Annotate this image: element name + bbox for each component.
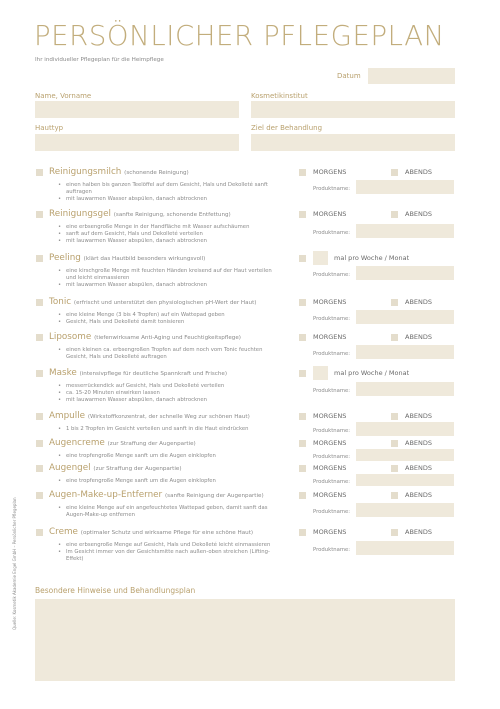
abends-checkbox[interactable] <box>391 211 398 218</box>
item-bullets <box>58 347 283 361</box>
abends-label: ABENDS <box>405 210 433 218</box>
morgens-label: MORGENS <box>313 333 347 341</box>
page-title: PERSÖNLICHER PFLEGEPLAN <box>34 20 445 52</box>
bullet: • eine erbsengroße Menge auf Gesicht, Hals und Dekolleté leicht einmassieren <box>58 542 283 549</box>
bullet: • eine tropfengroße Menge sanft um die Augen einklopfen <box>58 453 283 460</box>
item-title: Reinigungsmilch (schonende Reinigung) <box>49 167 189 177</box>
frequency-field[interactable] <box>313 366 328 380</box>
produktname-label: Produktname: <box>313 230 351 236</box>
item-desc: (tiefenwirksame Anti-Aging und Feuchtigkeitspflege) <box>94 335 241 341</box>
bullet: • messerrückendick auf Gesicht, Hals und Dekolleté verteilen <box>58 383 283 390</box>
morgens-checkbox[interactable] <box>299 413 306 420</box>
produktname-field[interactable] <box>356 382 454 396</box>
item-bullets <box>58 542 283 563</box>
item-checkbox[interactable] <box>36 413 43 420</box>
produktname-label: Produktname: <box>313 186 351 192</box>
item-checkbox[interactable] <box>36 334 43 341</box>
bullet: • einen kleinen ca. erbsengroßen Tropfen auf dem noch vom Tonic feuchten Gesicht, Hals und Dekolleté auftragen <box>58 347 283 361</box>
bullet: • ca. 15-20 Minuten einwirken lassen <box>58 390 283 397</box>
bullet: • mit lauwarmen Wasser abspülen, danach abtrocknen <box>58 238 283 245</box>
item-title: Ampulle (Wirkstoffkonzentrat, der schnelle Weg zur schönen Haut) <box>49 411 250 421</box>
item-checkbox[interactable] <box>36 255 43 262</box>
item-bullets <box>58 505 283 519</box>
item-checkbox[interactable] <box>36 492 43 499</box>
morgens-label: MORGENS <box>313 439 347 447</box>
item-desc: (schonende Reinigung) <box>124 170 189 176</box>
morgens-label: MORGENS <box>313 491 347 499</box>
produktname-label: Produktname: <box>313 272 351 278</box>
bullet: • einen halben bis ganzen Teelöffel auf dem Gesicht, Hals und Dekolleté sanft auftragen <box>58 182 283 196</box>
item-title: Peeling (klärt das Hautbild besonders wirkungsvoll) <box>49 253 206 263</box>
morgens-checkbox[interactable] <box>299 492 306 499</box>
item-desc: (erfrischt und unterstützt den physiologischen pH-Wert der Haut) <box>73 300 257 306</box>
item-checkbox[interactable] <box>36 440 43 447</box>
item-title: Augengel (zur Straffung der Augenpartie) <box>49 463 182 473</box>
produktname-label: Produktname: <box>313 316 351 322</box>
institut-label: Kosmetikinstitut <box>251 92 308 100</box>
side-credit: Quelle: Kosmetik Akademie Engel GmbH – Persönlicher Pflegeplan <box>12 497 17 630</box>
morgens-label: MORGENS <box>313 412 347 420</box>
item-desc: (sanfte Reinigung der Augenpartie) <box>164 493 264 499</box>
item-bullets <box>58 182 283 203</box>
item-bullets <box>58 312 283 326</box>
item-bullets <box>58 383 283 404</box>
bullet: • mit lauwarmen Wasser abspülen, danach abtrocknen <box>58 397 283 404</box>
morgens-checkbox[interactable] <box>299 334 306 341</box>
datum-label: Datum <box>337 72 361 80</box>
item-bullets <box>58 478 283 485</box>
bullet: • eine kirschgroße Menge mit feuchten Händen kreisend auf der Haut verteilen und leicht einmassieren <box>58 268 283 282</box>
bullet: • eine tropfengroße Menge sanft um die Augen einklopfen <box>58 478 283 485</box>
abends-checkbox[interactable] <box>391 440 398 447</box>
hauttyp-field[interactable] <box>35 134 239 151</box>
abends-checkbox[interactable] <box>391 529 398 536</box>
item-desc: (sanfte Reinigung, schonende Entfettung) <box>113 212 231 218</box>
produktname-field[interactable] <box>356 310 454 324</box>
morgens-label: MORGENS <box>313 298 347 306</box>
produktname-field[interactable] <box>356 449 454 461</box>
abends-label: ABENDS <box>405 298 433 306</box>
morgens-label: MORGENS <box>313 464 347 472</box>
item-title: Augen-Make-up-Entferner (sanfte Reinigung der Augenpartie) <box>49 490 264 500</box>
morgens-checkbox[interactable] <box>299 465 306 472</box>
item-desc: (klärt das Hautbild besonders wirkungsvoll) <box>83 256 206 262</box>
bullet: • Im Gesicht immer von der Gesichtsmitte nach außen-oben streichen (Lifting-Effekt) <box>58 549 283 563</box>
bullet: • eine erbsengroße Menge in der Handfläche mit Wasser aufschäumen <box>58 224 283 231</box>
name-field[interactable] <box>35 101 239 118</box>
produktname-field[interactable] <box>356 180 454 194</box>
morgens-checkbox[interactable] <box>299 440 306 447</box>
morgens-label: MORGENS <box>313 528 347 536</box>
morgens-label: MORGENS <box>313 210 347 218</box>
notes-field[interactable] <box>35 599 455 681</box>
bullet: • mit lauwarmen Wasser abspülen, danach abtrocknen <box>58 196 283 203</box>
item-desc: (zur Straffung der Augenpartie) <box>107 441 196 447</box>
item-checkbox[interactable] <box>36 529 43 536</box>
abends-label: ABENDS <box>405 439 433 447</box>
item-bullets <box>58 426 283 433</box>
item-desc: (intensivpflege für deutliche Spannkraft und Frische) <box>79 371 228 377</box>
abends-label: ABENDS <box>405 491 433 499</box>
item-checkbox[interactable] <box>36 299 43 306</box>
ziel-field[interactable] <box>251 134 455 151</box>
abends-label: ABENDS <box>405 168 433 176</box>
bullet: • eine kleine Menge (3 bis 4 Tropfen) auf ein Wattepad geben <box>58 312 283 319</box>
frequency-label: mal pro Woche / Monat <box>334 369 410 377</box>
abends-checkbox[interactable] <box>391 465 398 472</box>
item-bullets <box>58 453 283 460</box>
morgens-checkbox[interactable] <box>299 169 306 176</box>
abends-label: ABENDS <box>405 464 433 472</box>
item-title: Maske (intensivpflege für deutliche Spannkraft und Frische) <box>49 368 228 378</box>
institut-field[interactable] <box>251 101 455 118</box>
item-title: Creme (optimaler Schutz und wirksame Pflege für eine schöne Haut) <box>49 527 254 537</box>
produktname-label: Produktname: <box>313 351 351 357</box>
produktname-field[interactable] <box>356 224 454 238</box>
item-title: Liposome (tiefenwirksame Anti-Aging und Feuchtigkeitspflege) <box>49 332 241 342</box>
morgens-checkbox[interactable] <box>299 211 306 218</box>
item-desc: (zur Straffung der Augenpartie) <box>93 466 182 472</box>
abends-label: ABENDS <box>405 528 433 536</box>
abends-checkbox[interactable] <box>391 413 398 420</box>
produktname-field[interactable] <box>356 266 454 280</box>
bullet: • eine kleine Menge auf ein angefeuchtetes Wattepad geben, damit sanft das Augen-Make-up entfernen <box>58 505 283 519</box>
bullet: • Gesicht, Hals und Dekolleté damit tonisieren <box>58 319 283 326</box>
bullet: • mit lauwarmen Wasser abspülen, danach abtrocknen <box>58 282 283 289</box>
morgens-checkbox[interactable] <box>299 299 306 306</box>
produktname-field[interactable] <box>356 474 454 486</box>
hauttyp-label: Hauttyp <box>35 124 64 132</box>
page-subtitle: Ihr individueller Pflegeplan für die Heimpflege <box>35 57 164 63</box>
item-title: Tonic (erfrischt und unterstützt den physiologischen pH-Wert der Haut) <box>49 297 257 307</box>
item-checkbox[interactable] <box>36 370 43 377</box>
bullet: • 1 bis 2 Tropfen im Gesicht verteilen und sanft in die Haut eindrücken <box>58 426 283 433</box>
item-bullets <box>58 268 283 289</box>
produktname-label: Produktname: <box>313 479 351 485</box>
frequency-label: mal pro Woche / Monat <box>334 254 410 262</box>
datum-field[interactable] <box>368 68 455 84</box>
morgens-label: MORGENS <box>313 168 347 176</box>
abends-label: ABENDS <box>405 333 433 341</box>
item-bullets <box>58 224 283 245</box>
ziel-label: Ziel der Behandlung <box>251 124 323 132</box>
abends-checkbox[interactable] <box>391 299 398 306</box>
produktname-label: Produktname: <box>313 428 351 434</box>
item-title: Augencreme (zur Straffung der Augenpartie) <box>49 438 196 448</box>
produktname-field[interactable] <box>356 541 454 555</box>
notes-label: Besondere Hinweise und Behandlungsplan <box>35 586 196 595</box>
produktname-label: Produktname: <box>313 547 351 553</box>
produktname-field[interactable] <box>356 503 454 517</box>
item-desc: (Wirkstoffkonzentrat, der schnelle Weg zur schönen Haut) <box>87 414 250 420</box>
frequency-checkbox[interactable] <box>299 255 306 262</box>
abends-checkbox[interactable] <box>391 492 398 499</box>
abends-label: ABENDS <box>405 412 433 420</box>
abends-checkbox[interactable] <box>391 169 398 176</box>
frequency-checkbox[interactable] <box>299 370 306 377</box>
produktname-label: Produktname: <box>313 454 351 460</box>
item-checkbox[interactable] <box>36 169 43 176</box>
produktname-label: Produktname: <box>313 509 351 515</box>
item-desc: (optimaler Schutz und wirksame Pflege für eine schöne Haut) <box>80 530 254 536</box>
bullet: • sanft auf dem Gesicht, Hals und Dekolleté verteilen <box>58 231 283 238</box>
morgens-checkbox[interactable] <box>299 529 306 536</box>
produktname-field[interactable] <box>356 422 454 436</box>
item-checkbox[interactable] <box>36 211 43 218</box>
item-checkbox[interactable] <box>36 465 43 472</box>
name-label: Name, Vorname <box>35 92 92 100</box>
produktname-label: Produktname: <box>313 388 351 394</box>
abends-checkbox[interactable] <box>391 334 398 341</box>
produktname-field[interactable] <box>356 345 454 359</box>
frequency-field[interactable] <box>313 251 328 265</box>
item-title: Reinigungsgel (sanfte Reinigung, schonende Entfettung) <box>49 209 231 219</box>
